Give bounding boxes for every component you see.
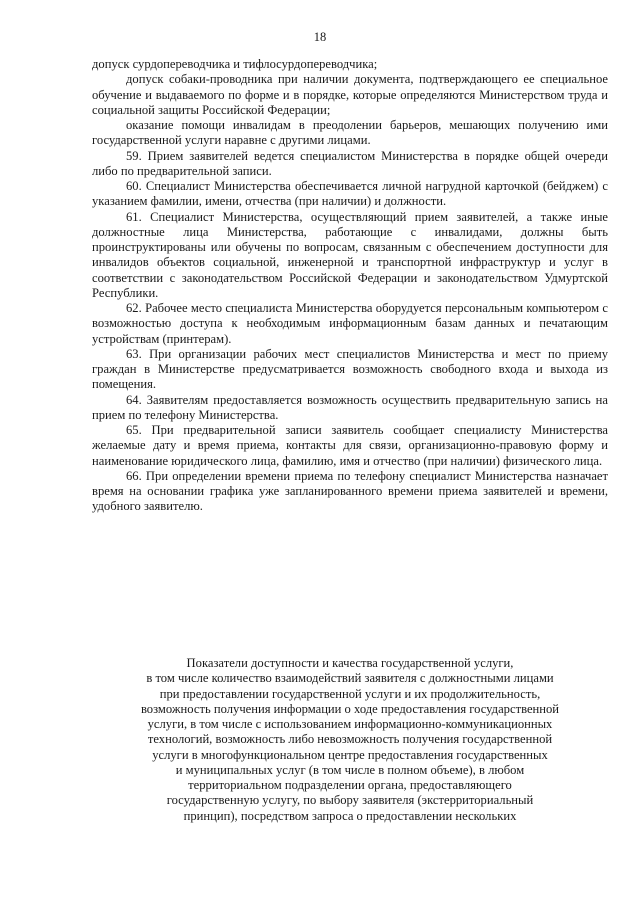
heading-line: при предоставлении государственной услуги и их продолжительность,	[159, 686, 541, 701]
heading-line: государственную услугу, по выбору заявителя (экстерриториальный	[166, 793, 534, 808]
paragraph: допуск сурдопереводчика и тифлосурдопереводчика;	[92, 57, 378, 71]
section-heading	[92, 656, 608, 824]
heading-line: и муниципальных услуг (в том числе в полном объеме), в любом	[175, 762, 525, 777]
heading-line: услуги в многофункциональном центре предоставления государственных	[152, 747, 548, 762]
heading-line: Показатели доступности и качества государственной услуги,	[186, 656, 514, 670]
paragraph: оказание помощи инвалидам в преодолении барьеров, мешающих получению ими государственной услуги наравне с другими лицами.	[92, 118, 608, 148]
paragraph: 61. Специалист Министерства, осуществляющий прием заявителей, а также иные должностные лица Министерства, работающие с инвалидами, должны быть проинструктированы или обучены по вопросам, связанным с обеспечением доступности для инвалидов объектов социальной, инженерной и транспортной инфраструктур и услуг в соответствии с законодательством Российской Федерации и законодательством Удмуртской Республики.	[92, 209, 608, 300]
body-text	[92, 57, 608, 515]
page-number: 18	[313, 30, 327, 44]
paragraph: 63. При организации рабочих мест специалистов Министерства и мест по приему граждан в Министерстве предусматривается возможность свободного входа и выхода из помещения.	[92, 346, 608, 392]
heading-line: территориальном подразделении органа, предоставляющего	[188, 778, 512, 792]
paragraph: 64. Заявителям предоставляется возможность осуществить предварительную запись на прием по телефону Министерства.	[92, 392, 608, 422]
paragraph: 62. Рабочее место специалиста Министерства оборудуется персональным компьютером с возможностью доступа к необходимым информационным базам данных и печатающим устройствам (принтерам).	[92, 301, 608, 346]
heading-line: в том числе количество взаимодействий заявителя с должностными лицами	[146, 671, 554, 686]
paragraph: допуск собаки-проводника при наличии документа, подтверждающего ее специальное обучение и выдаваемого по форме и в порядке, которые определяются Министерством труда и социальной защиты Российской Федерации;	[92, 72, 608, 117]
paragraph: 59. Прием заявителей ведется специалистом Министерства в порядке общей очереди либо по предварительной записи.	[92, 148, 608, 178]
paragraph: 65. При предварительной записи заявитель сообщает специалисту Министерства желаемые дату и время приема, контакты для связи, организационно-правовую форму и наименование юридического лица, фамилию, имя и отчество (при наличии) физического лица.	[92, 423, 608, 468]
paragraph: 60. Специалист Министерства обеспечивается личной нагрудной карточкой (бейджем) с указанием фамилии, имени, отчества (при наличии) и должности.	[92, 179, 608, 209]
paragraph: 66. При определении времени приема по телефону специалист Министерства назначает время на основании графика уже запланированного времени приема заявителей и времени, удобного заявителю.	[92, 468, 608, 514]
heading-line: принцип), посредством запроса о предоставлении нескольких	[183, 808, 517, 823]
heading-line: возможность получения информации о ходе предоставления государственной	[140, 701, 560, 716]
heading-line: услуги, в том числе с использованием информационно-коммуникационных	[147, 717, 553, 731]
heading-line: технологий, возможность либо невозможность получения государственной	[147, 732, 553, 747]
